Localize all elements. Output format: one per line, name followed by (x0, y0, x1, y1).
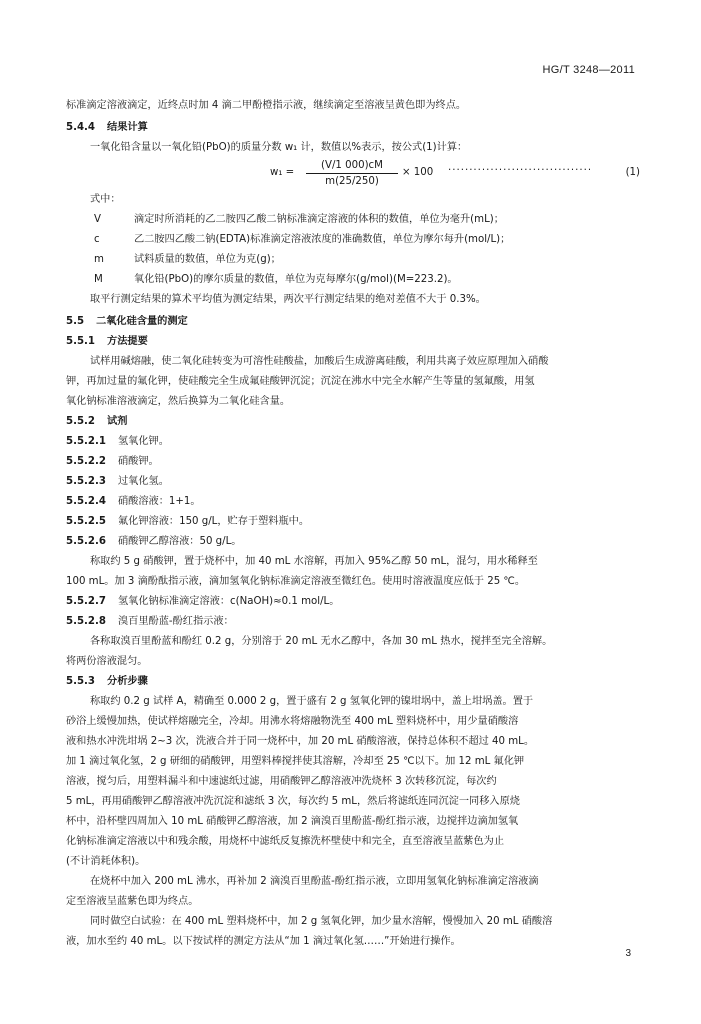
item-number: 5.5.2.1 (66, 436, 106, 447)
item-number: 5.5.2.8 (66, 616, 106, 627)
paragraph-line: 加 1 滴过氧化氢，2 g 研细的硝酸钾，用塑料棒搅拌使其溶解，冷却至 25 ℃以下。加 12 mL 氟化钾 (66, 756, 525, 767)
paragraph-line: 定至溶液呈蓝紫色即为终点。 (66, 896, 199, 907)
variable-description: 乙二胺四乙酸二钠(EDTA)标准滴定溶液浓度的准确数值，单位为摩尔每升(mol/L)； (134, 234, 511, 245)
formula-numerator: (V/1 000)cM (321, 160, 383, 171)
variable-symbol: V (94, 214, 101, 225)
reagent-item (66, 475, 635, 489)
paragraph-line: 化钠标准滴定溶液以中和残余酸，用烧杯中滤纸反复擦洗杯壁使中和完全，直至溶液呈蓝紫色为止 (66, 836, 505, 847)
reagent-item (66, 435, 635, 449)
paragraph-line: 溶液，搅匀后，用塑料漏斗和中速滤纸过滤，用硝酸钾乙醇溶液冲洗烧杯 3 次转移沉淀，每次约 (66, 776, 497, 787)
reagent-item (66, 495, 635, 509)
section-5-5-3-heading (66, 675, 635, 689)
where-label: 式中： (90, 194, 121, 205)
variable-definition (94, 233, 635, 247)
paragraph-line: 试样用碱熔融，使二氧化硅转变为可溶性硅酸盐，加酸后生成游离硅酸，利用共离子效应原理加入硝酸 (90, 356, 549, 367)
reagent-item (66, 535, 635, 549)
formula-lhs: w₁ = (270, 167, 295, 178)
reagent-item (66, 615, 635, 629)
paragraph-line: 液，加水至约 40 mL。以下按试样的测定方法从“加 1 滴过氧化氢……”开始进行操作。 (66, 936, 461, 947)
variable-definition (94, 273, 635, 287)
item-text: 硝酸钾乙醇溶液：50 g/L。 (117, 536, 242, 547)
item-text: 硝酸钾。 (117, 456, 159, 467)
paragraph-line: 同时做空白试验：在 400 mL 塑料烧杯中，加 2 g 氢氧化钾，加少量水溶解，慢慢加入 20 mL 硝酸溶 (90, 916, 553, 927)
reagent-item (66, 515, 635, 529)
section-5-5-heading (66, 315, 635, 329)
page-number: 3 (625, 948, 631, 959)
section-number: 5.5.1 (66, 336, 96, 347)
item-number: 5.5.2.4 (66, 496, 106, 507)
paragraph-line: 将两份溶液混匀。 (66, 656, 148, 667)
calc-intro: 一氧化铅含量以一氧化铅(PbO)的质量分数 w₁ 计，数值以%表示，按公式(1)计算： (90, 142, 468, 153)
section-5-5-1-heading (66, 335, 635, 349)
section-title: 二氧化硅含量的测定 (96, 316, 188, 327)
item-number: 5.5.2.7 (66, 596, 106, 607)
reagent-item (66, 595, 635, 609)
variable-definition (94, 213, 635, 227)
section-title: 方法提要 (107, 336, 148, 347)
item-text: 溴百里酚蓝-酚红指示液： (117, 616, 234, 627)
section-title: 结果计算 (107, 122, 148, 133)
paragraph-line: 5 mL，再用硝酸钾乙醇溶液冲洗沉淀和滤纸 3 次，每次约 5 mL，然后将滤纸连同沉淀一同移入原烧 (66, 796, 520, 807)
paragraph-line: 杯中，沿杯壁四周加入 10 mL 硝酸钾乙醇溶液，加 2 滴溴百里酚蓝-酚红指示液，边搅拌边滴加氢氧 (66, 816, 519, 827)
variable-symbol: m (94, 254, 104, 265)
item-text: 过氧化氢。 (117, 476, 169, 487)
section-5-4-4-heading (66, 121, 635, 135)
paragraph-line: 砂浴上缓慢加热，使试样熔融完全，冷却。用沸水将熔融物洗至 400 mL 塑料烧杯中，用少量硝酸溶 (66, 716, 519, 727)
equation-number: (1) (625, 167, 640, 178)
formula-fraction (306, 159, 398, 188)
section-title: 试剂 (107, 416, 128, 427)
paragraph-line: 称取约 5 g 硝酸钾，置于烧杯中，加 40 mL 水溶解，再加入 95%乙醇 50 mL，混匀，用水稀释至 (90, 556, 538, 567)
paragraph-line: 各称取溴百里酚蓝和酚红 0.2 g，分别溶于 20 mL 无水乙醇中，各加 30 mL 热水，搅拌至完全溶解。 (90, 636, 553, 647)
section-number: 5.5.3 (66, 676, 96, 687)
paragraph-line: 钾，再加过量的氟化钾，使硅酸完全生成氟硅酸钾沉淀；沉淀在沸水中完全水解产生等量的氢氟酸，用氢 (66, 376, 535, 387)
formula-1 (270, 159, 640, 189)
paragraph-line: 液和热水冲洗坩埚 2~3 次，洗液合并于同一烧杯中，加 20 mL 硝酸溶液，保持总体积不超过 40 mL。 (66, 736, 535, 747)
paragraph-line: 在烧杯中加入 200 mL 沸水，再补加 2 滴溴百里酚蓝-酚红指示液，立即用氢氧化钠标准滴定溶液滴 (90, 876, 539, 887)
item-number: 5.5.2.3 (66, 476, 106, 487)
variable-description: 试料质量的数值，单位为克(g)； (134, 254, 281, 265)
variable-definition (94, 253, 635, 267)
result-conclusion: 取平行测定结果的算术平均值为测定结果，两次平行测定结果的绝对差值不大于 0.3%。 (90, 294, 486, 305)
section-5-5-2-heading (66, 415, 635, 429)
formula-multiplier: × 100 (402, 167, 434, 178)
paragraph-line: (不计消耗体积)。 (66, 856, 146, 867)
continuation-line: 标准滴定溶液滴定，近终点时加 4 滴二甲酚橙指示液，继续滴定至溶液呈黄色即为终点。 (66, 100, 467, 111)
formula-leader-dots: ·································· (448, 165, 593, 176)
item-number: 5.5.2.2 (66, 456, 106, 467)
variable-description: 氧化铅(PbO)的摩尔质量的数值，单位为克每摩尔(g/mol)(M=223.2)。 (134, 274, 458, 285)
item-text: 硝酸溶液：1+1。 (117, 496, 201, 507)
paragraph-line: 称取约 0.2 g 试样 A，精确至 0.000 2 g，置于盛有 2 g 氢氧化钾的镍坩埚中，盖上坩埚盖。置于 (90, 696, 534, 707)
item-text: 氢氧化钠标准滴定溶液：c(NaOH)≈0.1 mol/L。 (117, 596, 340, 607)
section-number: 5.5.2 (66, 416, 96, 427)
variable-description: 滴定时所消耗的乙二胺四乙酸二钠标准滴定溶液的体积的数值，单位为毫升(mL)； (134, 214, 504, 225)
variable-symbol: M (94, 274, 103, 285)
section-number: 5.4.4 (66, 122, 96, 133)
item-text: 氢氧化钾。 (117, 436, 169, 447)
paragraph-line: 100 mL。加 3 滴酚酞指示液，滴加氢氧化钠标准滴定溶液至微红色。使用时溶液温度应低于 25 ℃。 (66, 576, 526, 587)
standard-code: HG/T 3248—2011 (542, 64, 635, 76)
section-title: 分析步骤 (107, 676, 148, 687)
formula-denominator: m(25/250) (325, 176, 379, 187)
item-number: 5.5.2.6 (66, 536, 106, 547)
item-number: 5.5.2.5 (66, 516, 106, 527)
paragraph-line: 氧化钠标准溶液滴定，然后换算为二氧化硅含量。 (66, 396, 291, 407)
section-number: 5.5 (66, 316, 85, 327)
fraction-bar (306, 173, 398, 174)
item-text: 氟化钾溶液：150 g/L，贮存于塑料瓶中。 (117, 516, 310, 527)
reagent-item (66, 455, 635, 469)
variable-symbol: c (94, 234, 100, 245)
